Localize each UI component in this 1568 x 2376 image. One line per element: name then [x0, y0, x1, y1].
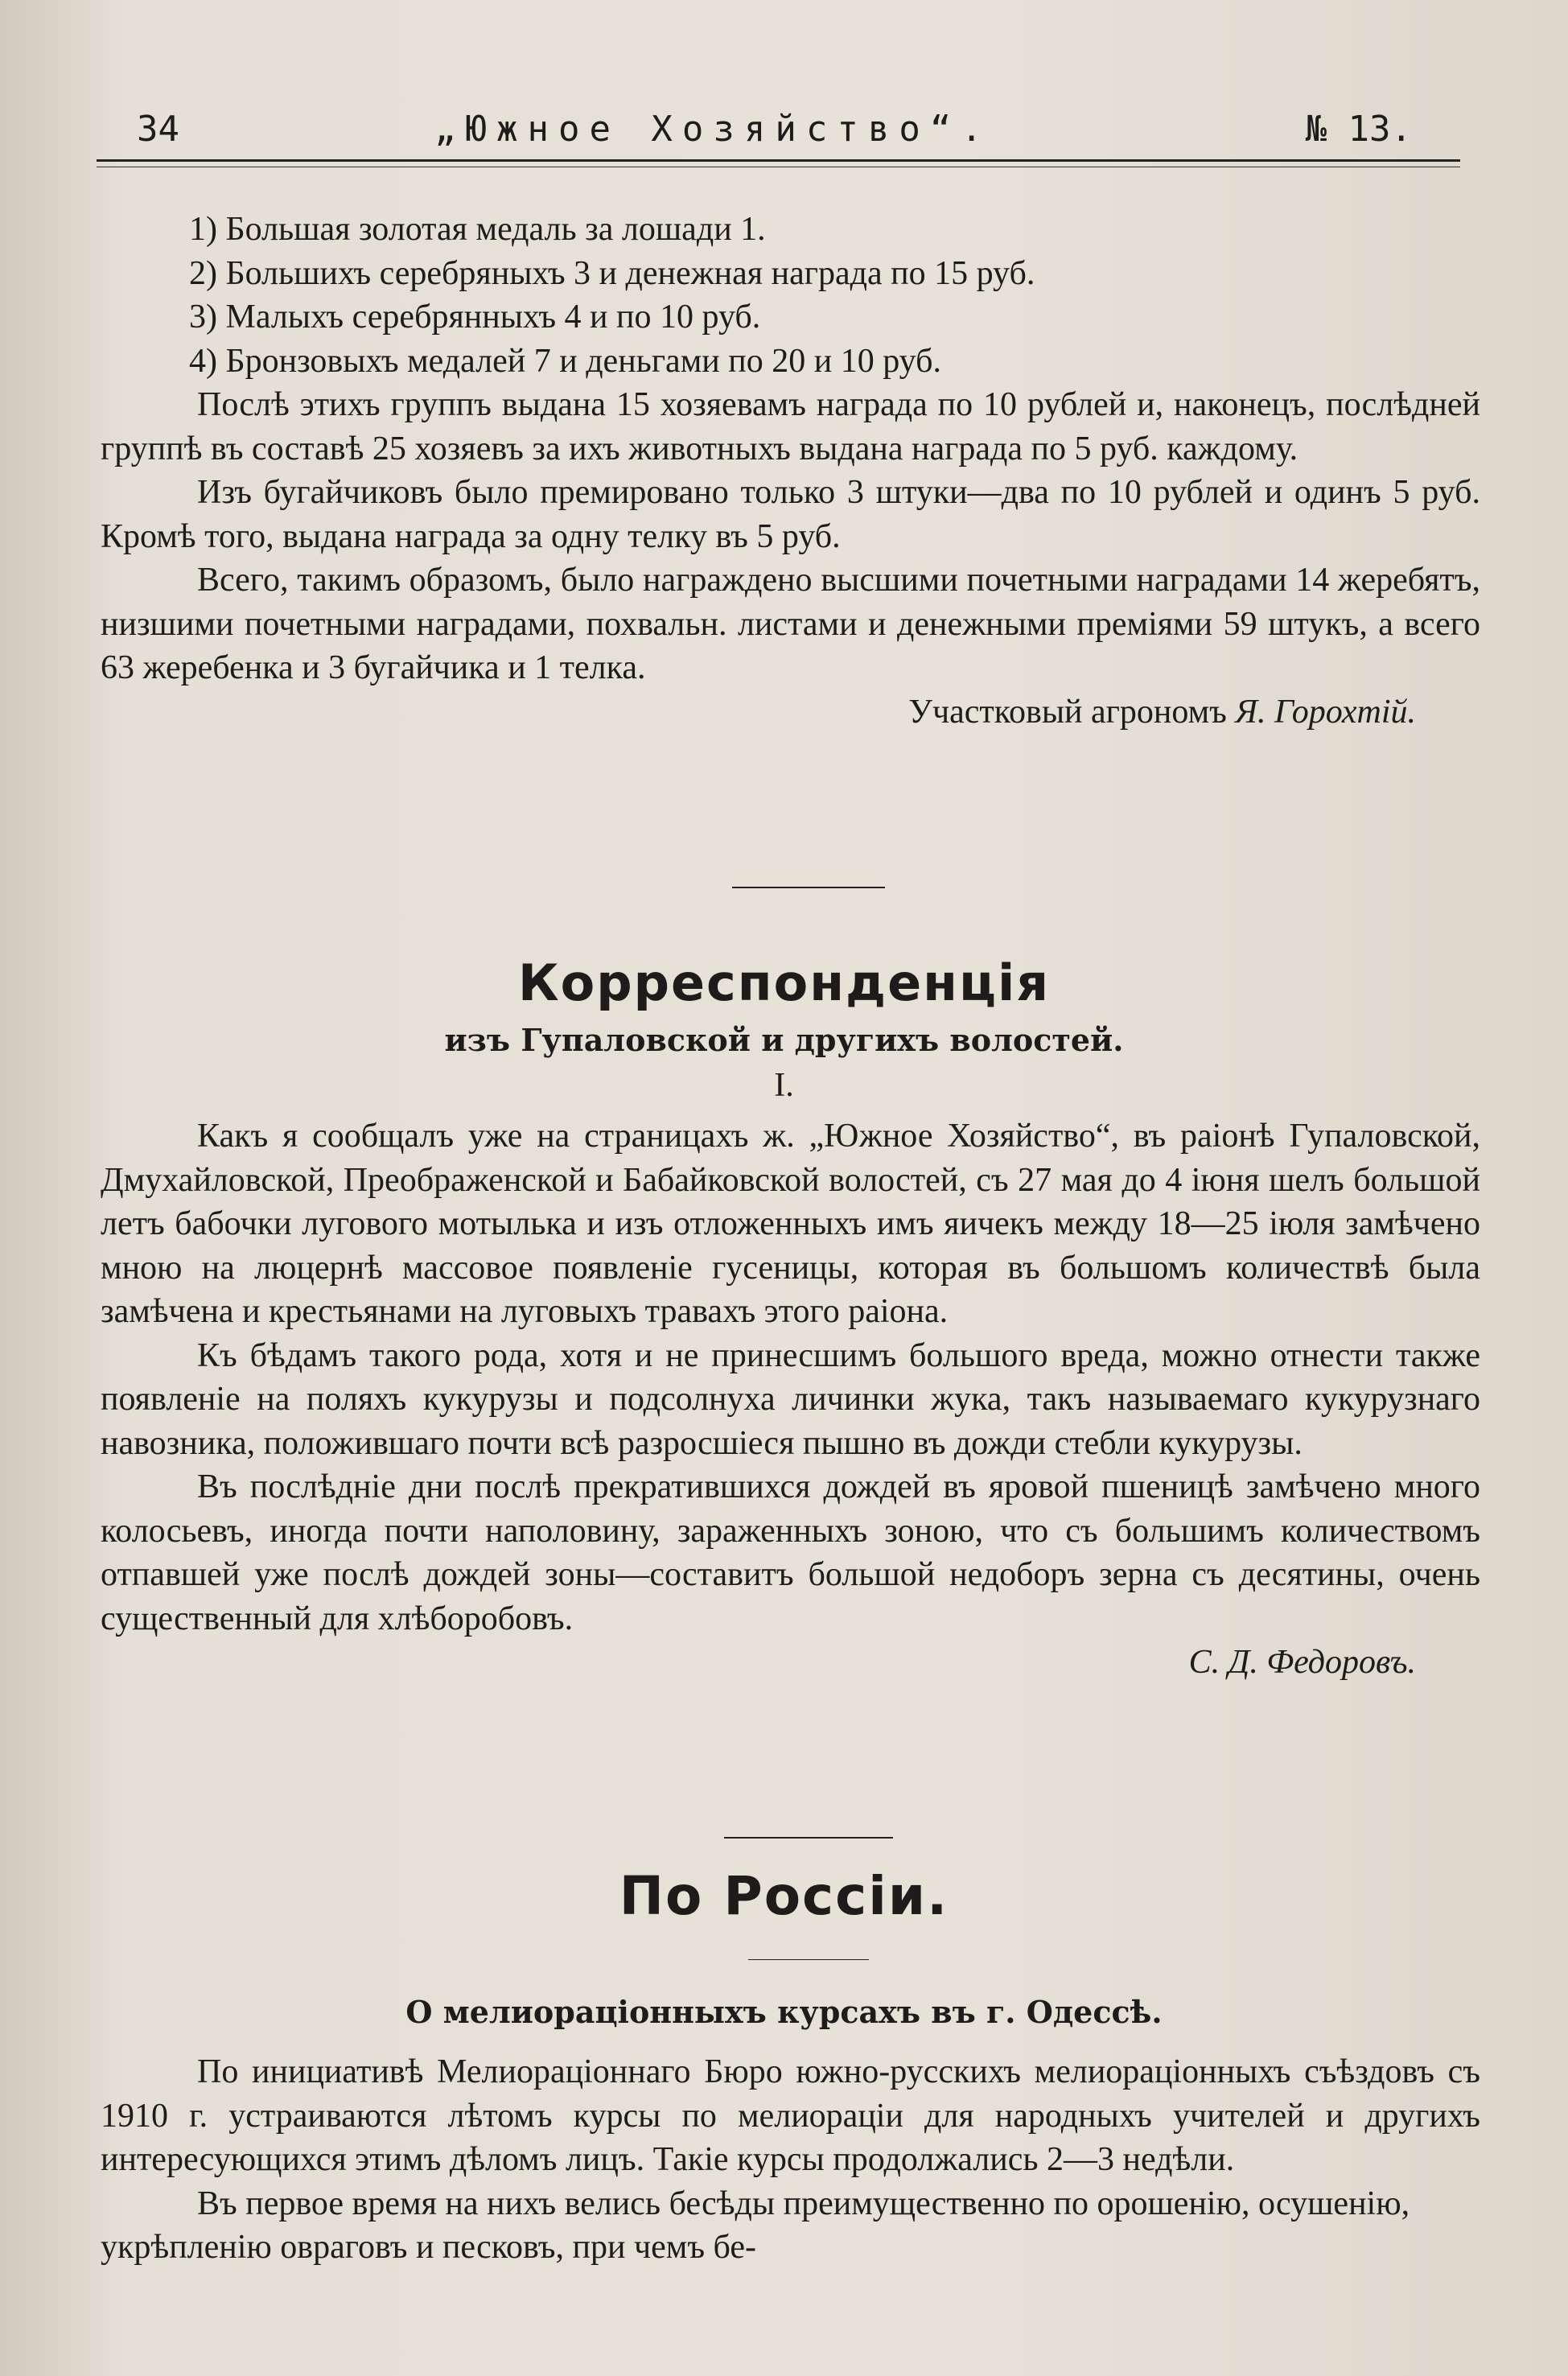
award-item: 2) Большихъ серебряныхъ 3 и денежная награда по 15 руб. — [189, 254, 1035, 292]
award-item: 4) Бронзовыхъ медалей 7 и деньгами по 20 и 10 руб. — [189, 342, 941, 380]
section-divider — [732, 887, 885, 888]
author-role: Участковый агрономъ — [908, 693, 1227, 731]
correspondence-text — [101, 1114, 1480, 1685]
paragraph: Всего, такимъ образомъ, было награждено высшими почетными наградами 14 жеребятъ, низшими почетными наградами, похвальн. листами и денежными преміями 59 штукъ, а всего 63 жеребенка и 3 бугайчика и 1 телка. — [101, 562, 1480, 686]
header-rule-thick — [97, 159, 1460, 162]
section-title-russia: По Россіи. — [619, 1865, 949, 1927]
author-signature: С. Д. Федоровъ. — [1188, 1644, 1416, 1681]
section-subtitle: О мелиораціонныхъ курсахъ въ г. Одессѣ. — [405, 1994, 1163, 2030]
section-divider — [724, 1837, 893, 1839]
section-title-correspondence: Корреспонденція — [517, 953, 1051, 1012]
page-number: 34 — [137, 109, 179, 150]
paragraph: Послѣ этихъ группъ выдана 15 хозяевамъ награда по 10 рублей и, наконецъ, послѣдней группѣ въ составѣ 25 хозяевъ за ихъ животныхъ выдана награда по 5 руб. каждому. — [101, 386, 1480, 467]
awards-section — [101, 208, 1480, 734]
running-header — [97, 101, 1456, 157]
section-subtitle: изъ Гупаловской и другихъ волостей. — [444, 1022, 1124, 1058]
paragraph: Изъ бугайчиковъ было премировано только 3 штуки—два по 10 рублей и одинъ 5 руб. Кромѣ того, выдана награда за одну телку въ 5 руб. — [101, 474, 1480, 555]
part-number: I. — [774, 1067, 794, 1104]
paragraph: По инициативѣ Мелиораціоннаго Бюро южно-русскихъ мелиораціонныхъ съѣздовъ съ 1910 г. устраиваются лѣтомъ курсы по мелиораціи для народныхъ учителей и другихъ интересующихся этимъ дѣломъ лицъ. Такіе курсы продолжались 2—3 недѣли. — [101, 2053, 1480, 2178]
paragraph: Въ первое время на нихъ велись бесѣды преимущественно по орошенію, осушенію, укрѣпленію овраговъ и песковъ, при чемъ бе- — [101, 2185, 1410, 2266]
paragraph: Какъ я сообщалъ уже на страницахъ ж. „Южное Хозяйство“, въ раіонѣ Гупаловской, Дмухайловской, Преображенской и Бабайковской волостей, съ 27 мая до 4 іюня шелъ большой летъ бабочки лугового мотылька и изъ отложенныхъ имъ яичекъ между 18—25 іюля замѣчено мною на люцернѣ массовое появленіе гусеницы, которая въ большомъ количествѣ была замѣчена и крестьянами на луговыхъ травахъ этого раіона. — [101, 1118, 1480, 1330]
author-signature — [101, 690, 1480, 735]
subsection-divider — [748, 1959, 869, 1960]
paragraph: Въ послѣдніе дни послѣ прекратившихся дождей въ яровой пшеницѣ замѣчено много колосьевъ, иногда почти наполовину, зараженныхъ зоною, что съ большимъ количествомъ отпавшей уже послѣ дождей зоны—составитъ большой недоборъ зерна съ десятины, очень существенный для хлѣборобовъ. — [101, 1468, 1480, 1637]
award-item: 1) Большая золотая медаль за лошади 1. — [189, 211, 766, 248]
paragraph: Къ бѣдамъ такого рода, хотя и не принесшимъ большого вреда, можно отнести также появленіе на поляхъ кукурузы и подсолнуха личинки жука, такъ называемаго кукурузнаго навозника, положившаго почти всѣ разросшіеся пышно въ дожди стебли кукурузы. — [101, 1336, 1480, 1462]
russia-text — [101, 2050, 1480, 2270]
award-item: 3) Малыхъ серебрянныхъ 4 и по 10 руб. — [189, 299, 761, 336]
author-name: Я. Горохтій. — [1235, 693, 1416, 731]
journal-title: „Южное Хозяйство“. — [434, 109, 992, 150]
issue-number: № 13. — [1305, 109, 1412, 150]
